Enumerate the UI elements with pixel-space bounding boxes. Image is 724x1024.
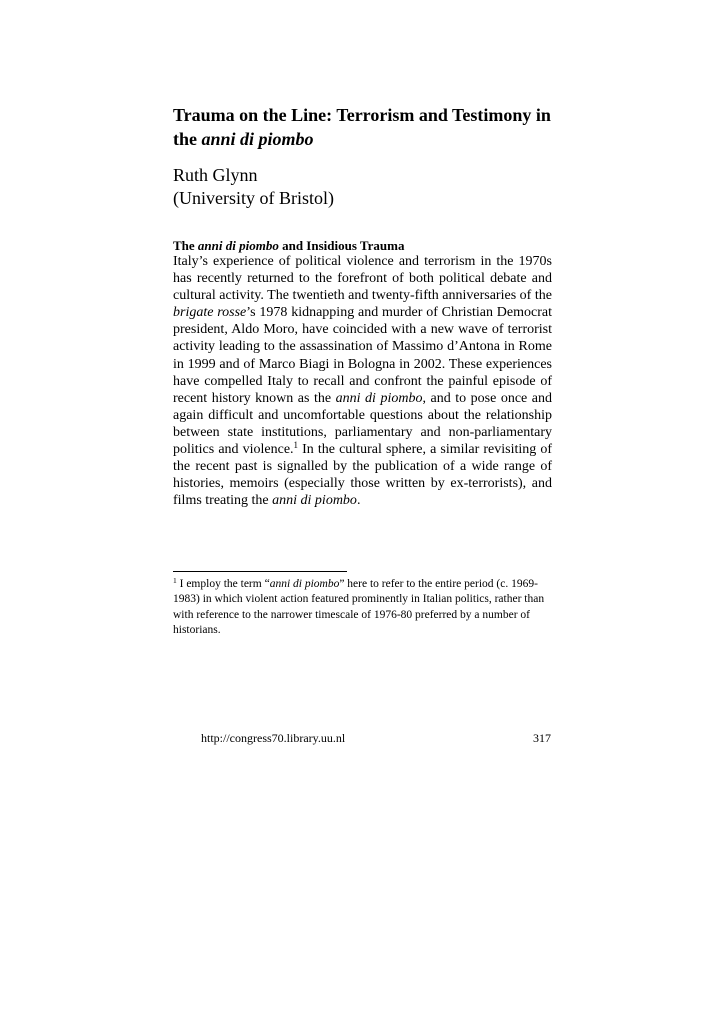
- body-text-2: ’s 1978 kidnapping and murder of Christian Democrat president, Aldo Moro, have coincided with a new wave of terrorist activity leading to the assassination of Massimo d’Antona in Rome in 1999 and of Marco Biagi in Bologna in 2002. These experiences have compelled Italy to recall and confront the painful episode of recent history known as the: [173, 305, 552, 406]
- title-text: Trauma on the Line: Terrorism and Testimony in the: [173, 105, 551, 149]
- footnote-text-2: ” here to refer to the entire period (c. 1969-1983) in which violent action featured prominently in Italian politics, rather than with reference to the narrower timescale of 1976-80 preferred by a number of historians.: [173, 578, 545, 637]
- author-block: [173, 164, 553, 210]
- section-heading-italic: anni di piombo: [197, 238, 279, 253]
- footnote-reference[interactable]: 1: [293, 440, 299, 451]
- footer-url[interactable]: http://congress70.library.uu.nl: [201, 731, 346, 745]
- footnote-marker: 1: [173, 576, 177, 585]
- footnote-text-1: I employ the term “: [176, 578, 270, 590]
- body-italic-3: anni di piombo: [272, 493, 357, 509]
- footnote-italic: anni di piombo: [269, 578, 340, 590]
- body-italic-2: anni di piombo: [335, 390, 423, 406]
- author-affiliation: (University of Bristol): [173, 188, 334, 208]
- body-text-3: , and to pose once and again difficult and uncomfortable questions about the relationship between state institutions, parliamentary and non-parliamentary politics and violence.: [173, 390, 552, 458]
- body-italic-1: brigate rosse: [173, 305, 247, 321]
- body-text-4: In the cultural sphere, a similar revisiting of the recent past is signalled by the publication of a wide range of histories, memoirs (especially those written by ex-terrorists), and films treating the: [173, 442, 552, 509]
- page-number: 317: [533, 731, 551, 745]
- body-paragraph: [173, 253, 552, 509]
- body-text-1: Italy’s experience of political violence and terrorism in the 1970s has recently returned to the forefront of both political debate and cultural activity. The twentieth and twenty-fifth anniversaries of the: [173, 254, 552, 304]
- section-heading-text-2: and Insidious Trauma: [278, 238, 405, 253]
- paper-title: [173, 103, 563, 151]
- footnote: [173, 577, 552, 639]
- footnote-divider: [173, 571, 347, 572]
- section-heading: [173, 238, 404, 254]
- body-text-5: .: [356, 493, 361, 509]
- section-heading-text-1: The: [173, 238, 198, 253]
- author-name: Ruth Glynn: [173, 165, 258, 185]
- title-italic: anni di piombo: [201, 129, 314, 149]
